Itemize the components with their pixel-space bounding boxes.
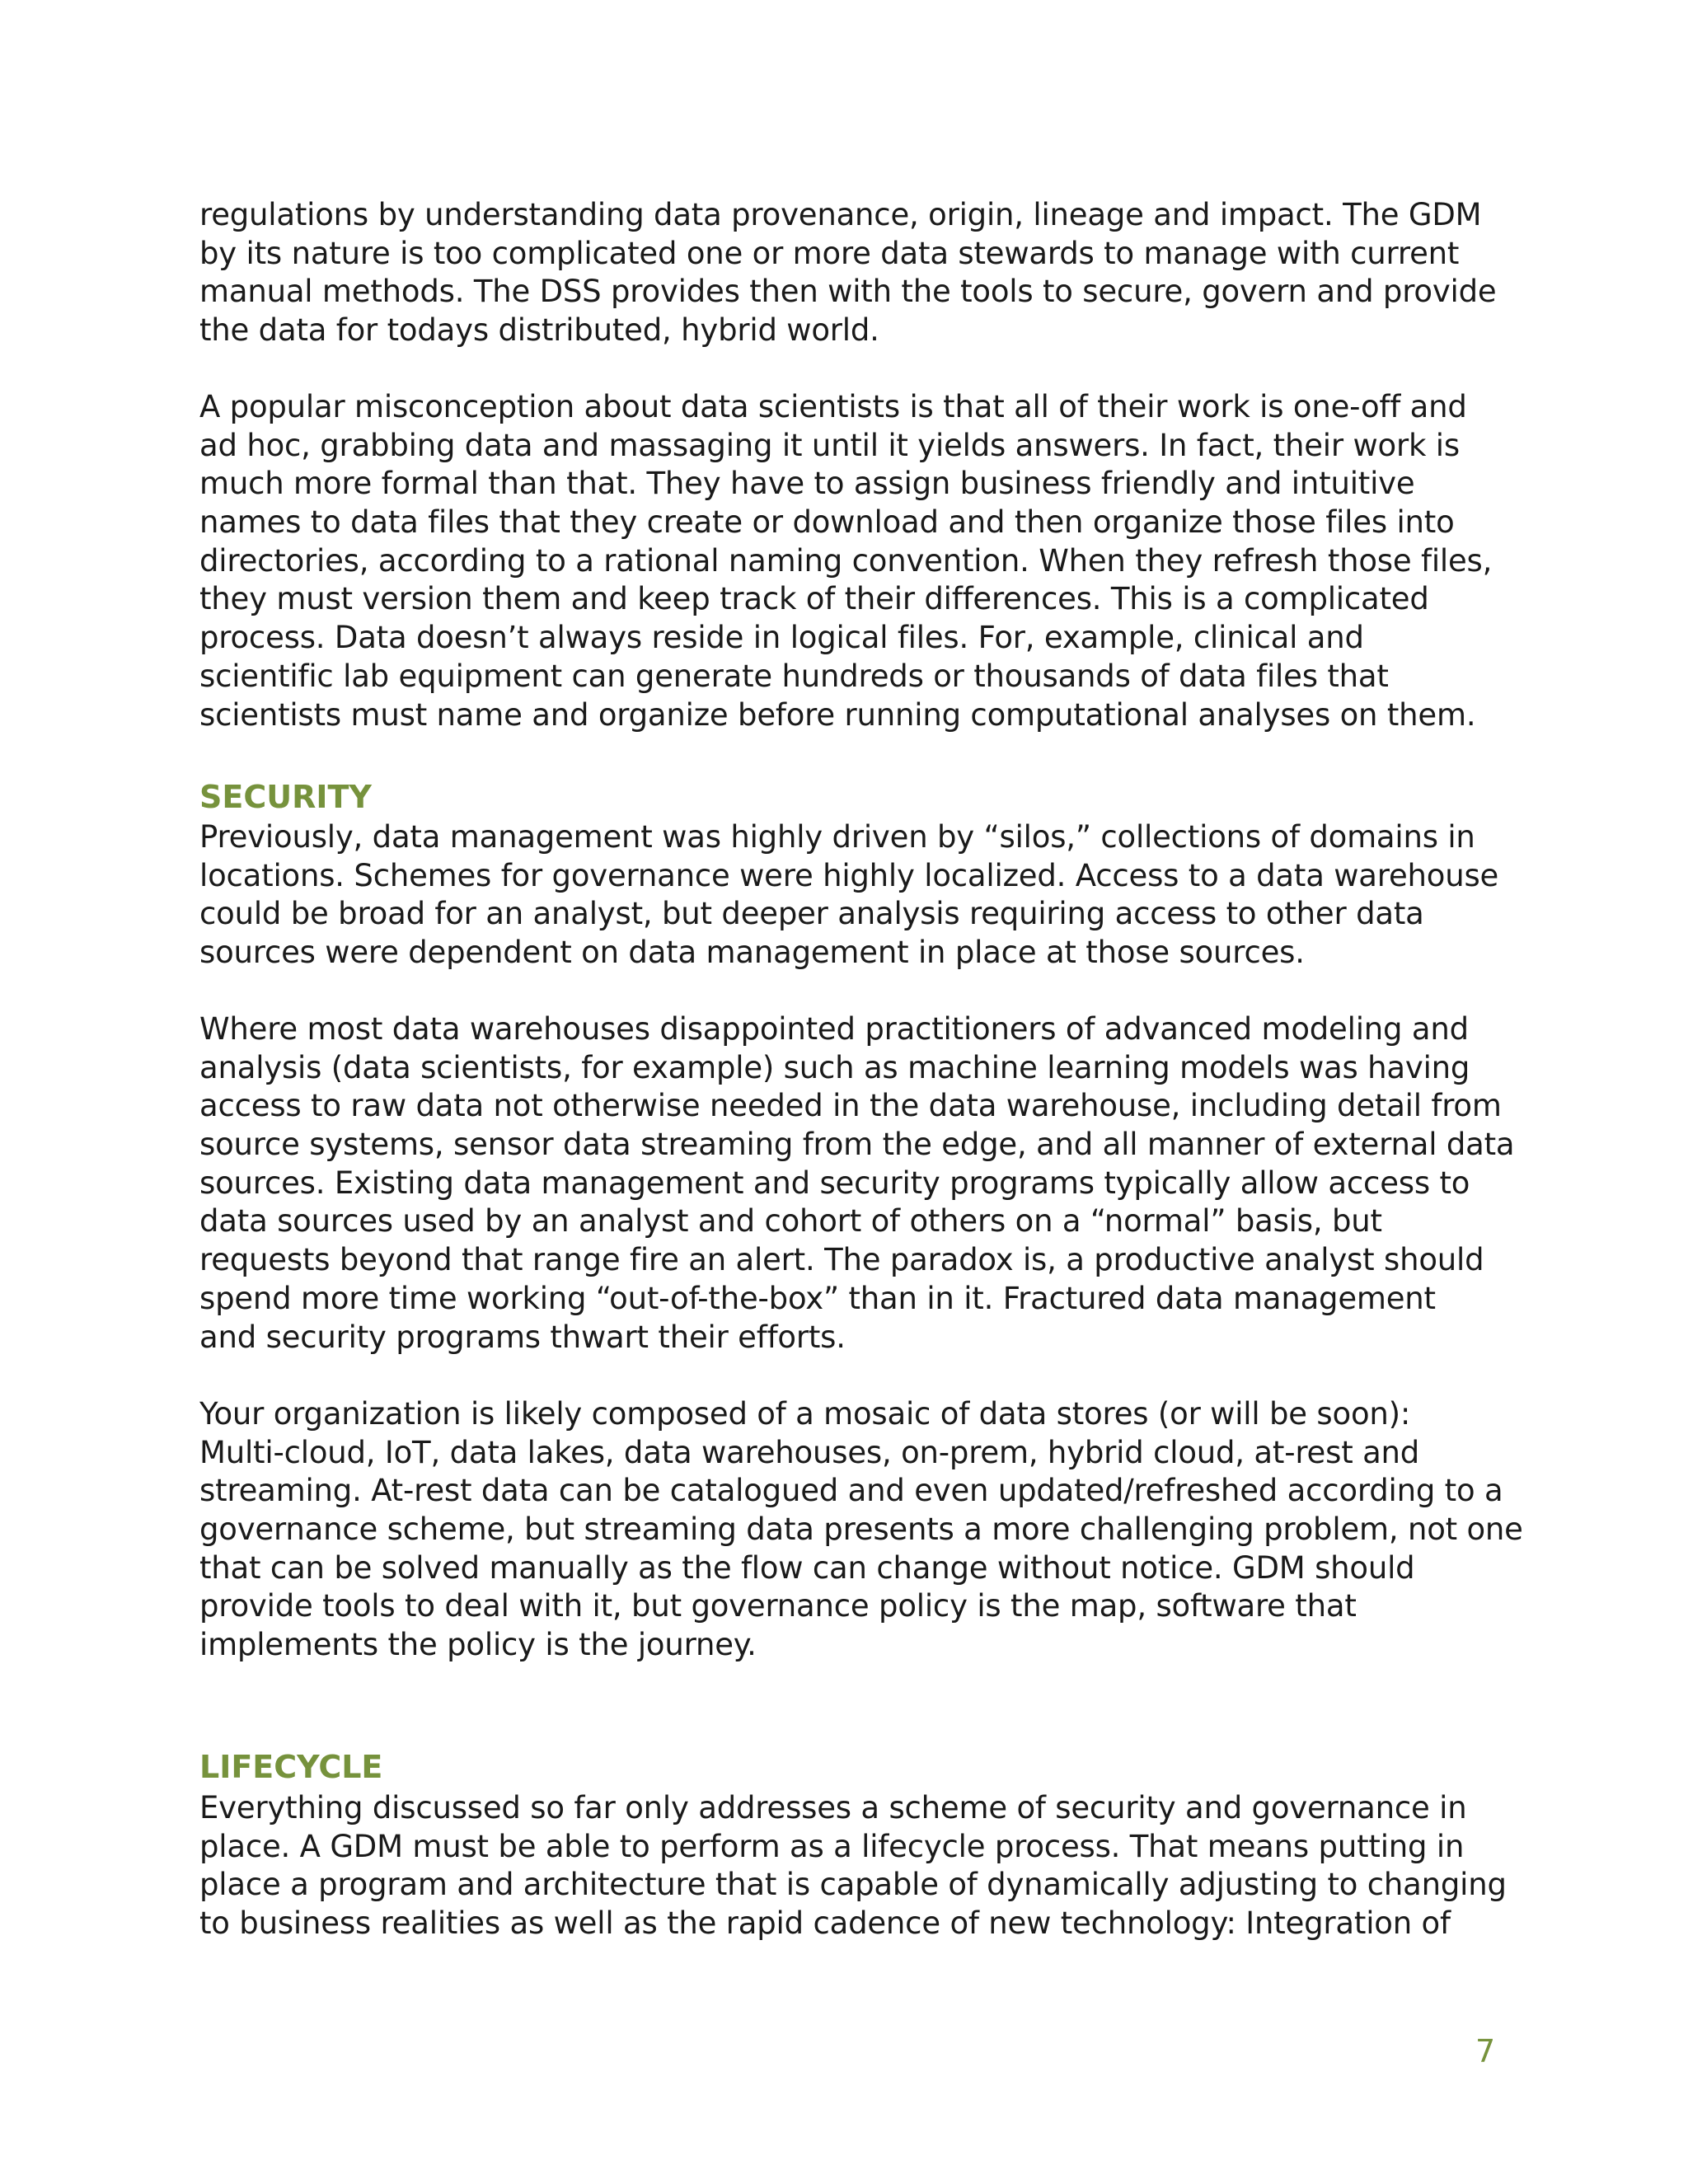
text-line: Everything discussed so far only addresses a scheme of security and governance in [199, 1790, 1467, 1825]
text-line: source systems, sensor data streaming from the edge, and all manner of external data [199, 1127, 1515, 1163]
text-line: provide tools to deal with it, but governance policy is the map, software that [199, 1588, 1357, 1624]
text-line: by its nature is too complicated one or more data stewards to manage with current [199, 235, 1460, 271]
text-line: locations. Schemes for governance were highly localized. Access to a data warehouse [199, 857, 1499, 893]
text-line: scientists must name and organize before running computational analyses on them. [199, 696, 1476, 733]
text-line: streaming. At-rest data can be catalogued and even updated/refreshed according to a [199, 1473, 1503, 1509]
text-line: requests beyond that range fire an alert. The paradox is, a productive analyst should [199, 1242, 1484, 1278]
text-line: regulations by understanding data provenance, origin, lineage and impact. The GDM [199, 197, 1482, 232]
text-line: sources. Existing data management and security programs typically allow access to [199, 1165, 1470, 1201]
text-line: that can be solved manually as the flow can change without notice. GDM should [199, 1549, 1415, 1586]
text-line: analysis (data scientists, for example) such as machine learning models was having [199, 1049, 1470, 1085]
text-line: and security programs thwart their efforts. [199, 1319, 846, 1355]
text-line: access to raw data not otherwise needed in the data warehouse, including detail from [199, 1088, 1502, 1124]
text-line: place. A GDM must be able to perform as a lifecycle process. That means putting in [199, 1828, 1465, 1864]
text-line: directories, according to a rational naming convention. When they refresh those files, [199, 542, 1493, 579]
section-heading-security: SECURITY [199, 779, 372, 815]
paragraph-data-warehouses [199, 1010, 1515, 1357]
text-line: spend more time working “out-of-the-box” than in it. Fractured data management [199, 1280, 1436, 1316]
text-line: to business realities as well as the rapid cadence of new technology: Integration of [199, 1905, 1451, 1942]
paragraph-data-scientists [199, 388, 1502, 734]
text-line: ad hoc, grabbing data and massaging it until it yields answers. In fact, their work is [199, 427, 1460, 463]
text-line: scientific lab equipment can generate hundreds or thousands of data files that [199, 658, 1389, 694]
paragraph-silos [199, 818, 1502, 972]
text-line: Multi-cloud, IoT, data lakes, data warehouses, on-prem, hybrid cloud, at-rest and [199, 1434, 1420, 1470]
text-line: much more formal than that. They have to assign business friendly and intuitive [199, 466, 1415, 502]
text-line: could be broad for an analyst, but deeper analysis requiring access to other data [199, 896, 1424, 932]
paragraph-gdm-intro [199, 196, 1502, 350]
text-line: they must version them and keep track of their differences. This is a complicated [199, 581, 1429, 617]
text-line: data sources used by an analyst and cohort of others on a “normal” basis, but [199, 1203, 1382, 1240]
text-line: names to data files that they create or download and then organize those files into [199, 504, 1455, 541]
text-line: implements the policy is the journey. [199, 1627, 757, 1663]
text-line: Your organization is likely composed of a mosaic of data stores (or will be soon): [199, 1396, 1411, 1432]
text-line: Where most data warehouses disappointed practitioners of advanced modeling and [199, 1011, 1469, 1047]
page-number: 7 [1475, 2033, 1496, 2069]
text-line: Previously, data management was highly driven by “silos,” collections of domains in [199, 819, 1475, 855]
paragraph-lifecycle [199, 1789, 1507, 1943]
text-line: process. Data doesn’t always reside in logical files. For, example, clinical and [199, 620, 1364, 656]
text-line: governance scheme, but streaming data presents a more challenging problem, not one [199, 1511, 1523, 1548]
text-line: the data for todays distributed, hybrid world. [199, 312, 879, 349]
text-line: A popular misconception about data scientists is that all of their work is one-off and [199, 389, 1467, 424]
text-line: manual methods. The DSS provides then with the tools to secure, govern and provide [199, 274, 1497, 310]
text-line: place a program and architecture that is capable of dynamically adjusting to changing [199, 1867, 1507, 1903]
text-line: sources were dependent on data management in place at those sources. [199, 935, 1305, 971]
section-heading-lifecycle: LIFECYCLE [199, 1749, 383, 1785]
paragraph-data-stores [199, 1395, 1523, 1665]
